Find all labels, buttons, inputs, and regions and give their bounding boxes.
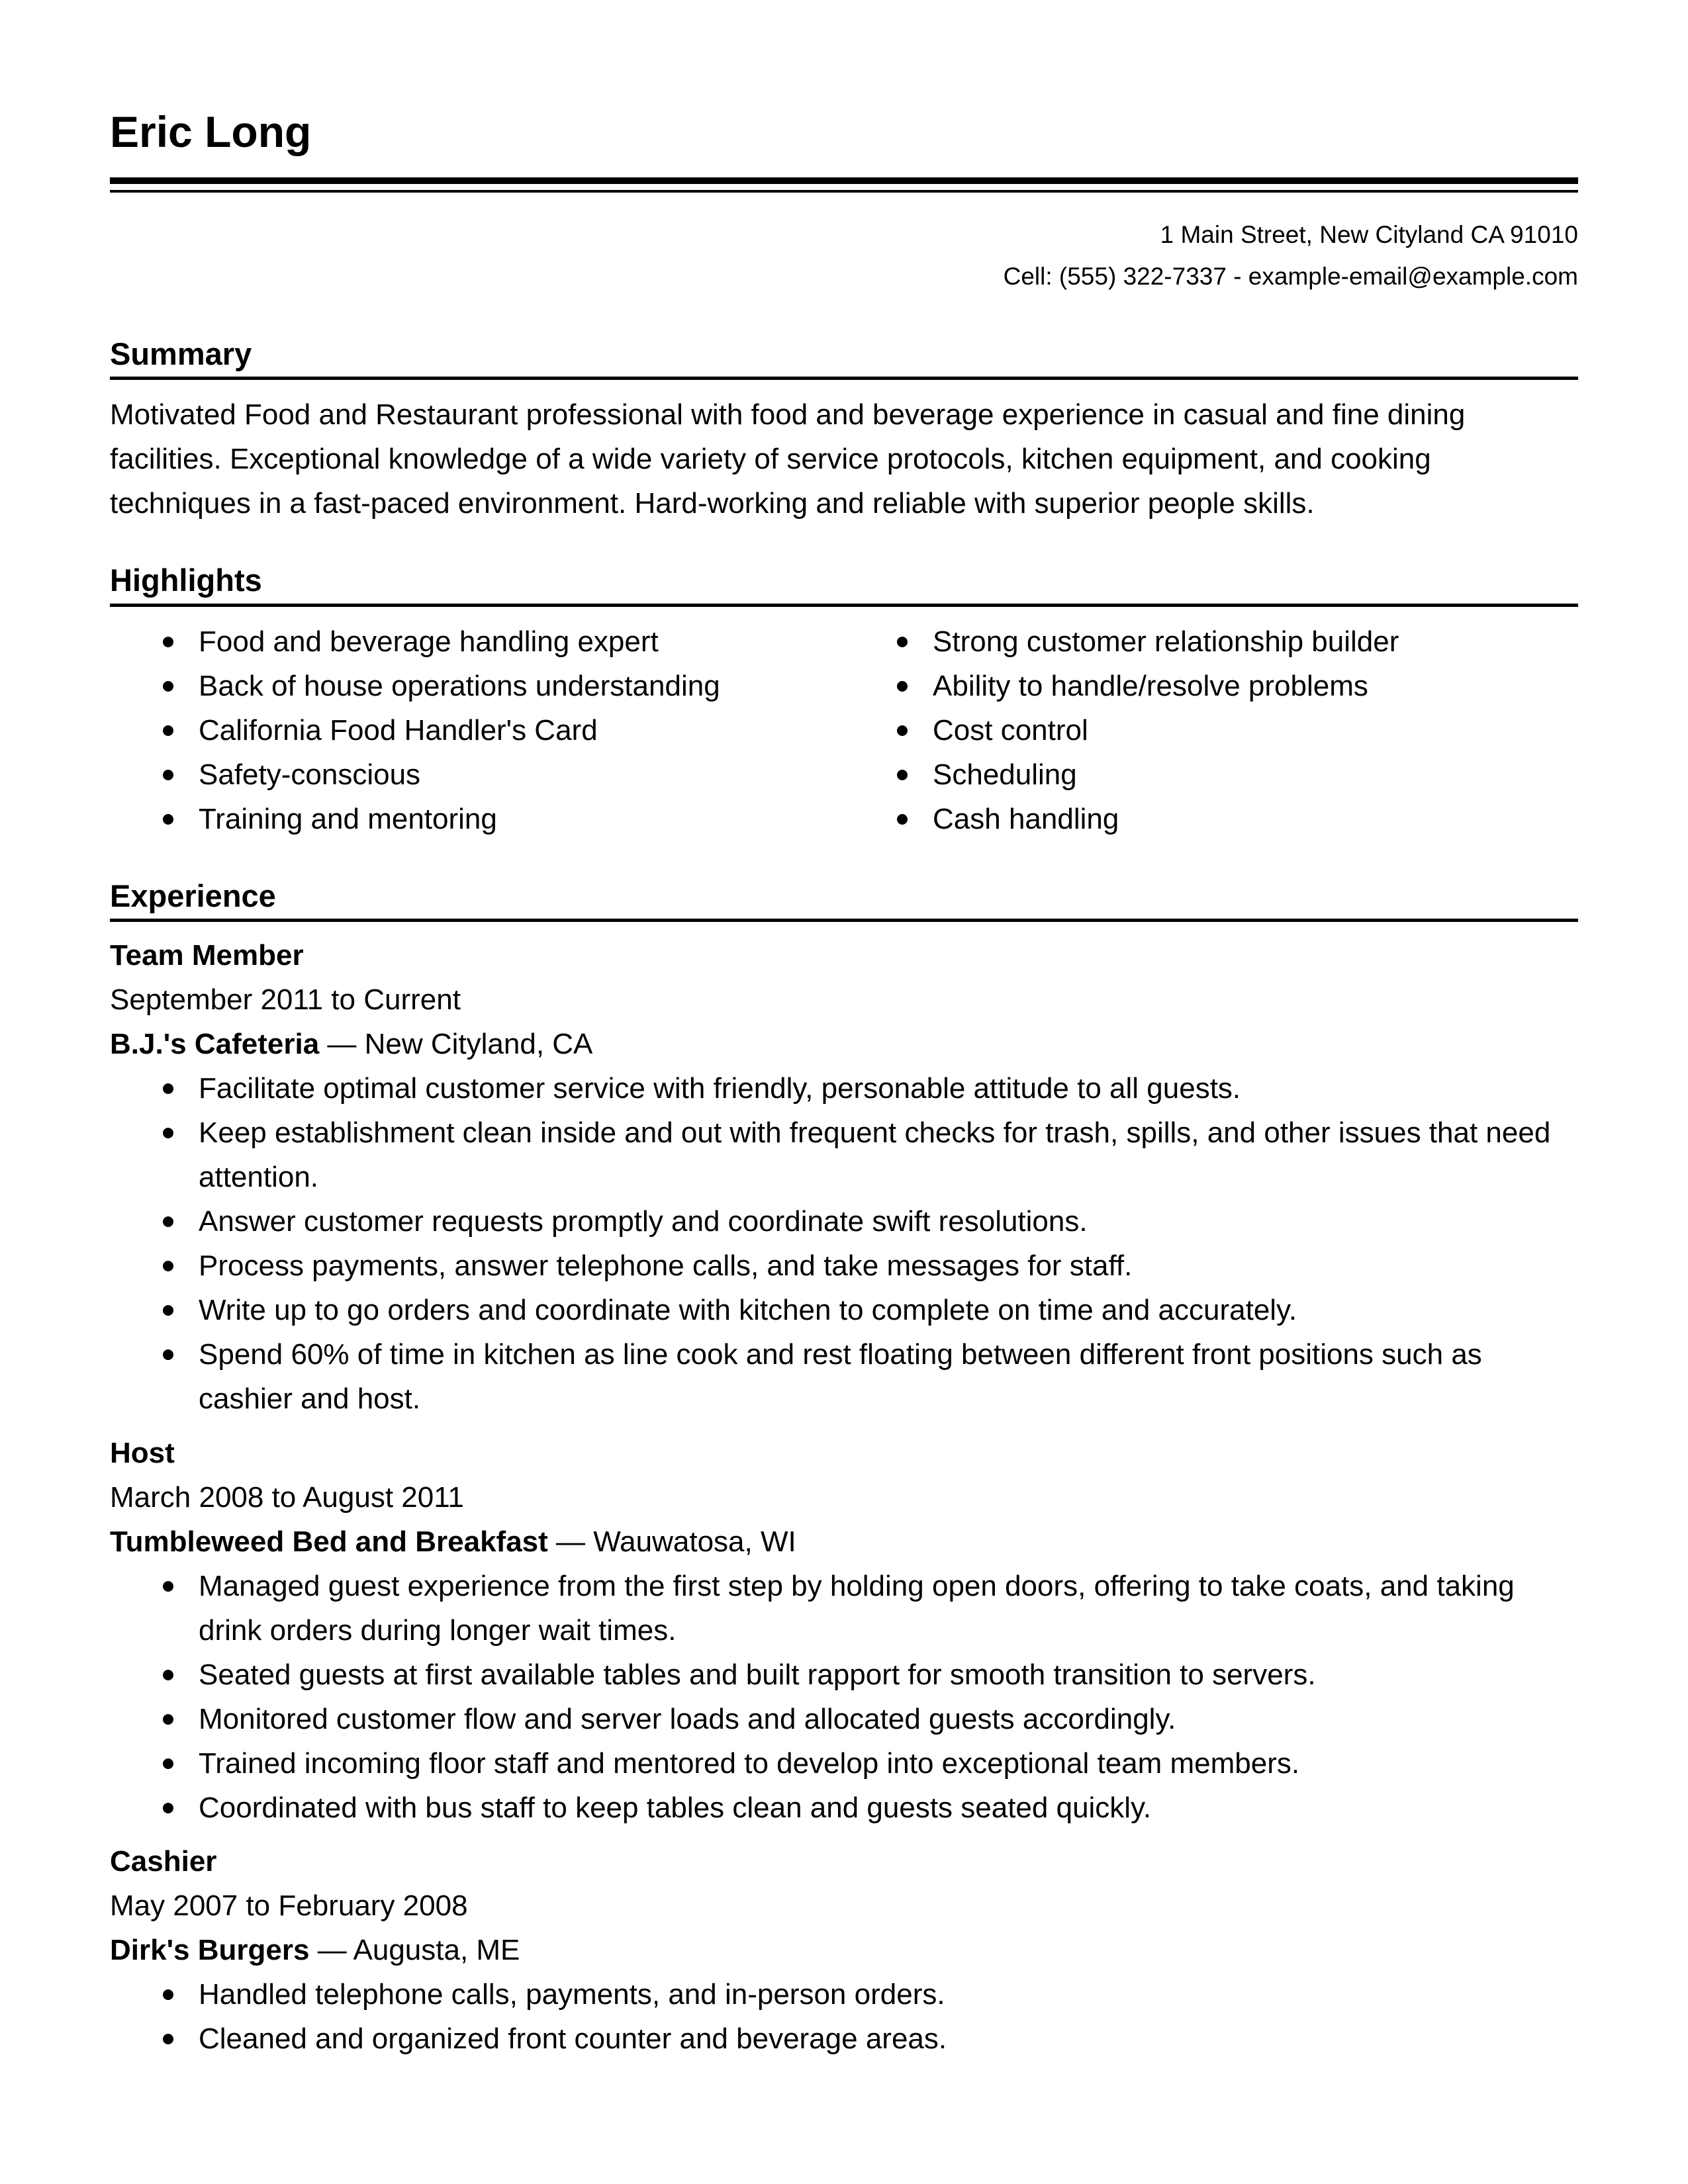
job-dates: May 2007 to February 2008 [110,1889,468,1922]
section-title-summary: Summary [110,336,252,371]
company-location: Augusta, ME [353,1934,520,1966]
job-bullets [110,1564,1578,1830]
section-rule-experience [110,919,1578,922]
contact-phone-email: Cell: (555) 322-7337 - example-email@example.com [1003,263,1578,290]
contact-address: 1 Main Street, New Cityland CA 91010 [1160,221,1578,248]
list-item: Monitored customer flow and server loads and allocated guests accordingly. [110,1697,1578,1741]
job-bullets [110,1972,1578,2061]
section-rule-summary [110,377,1578,380]
company-separator: — [319,1028,365,1060]
list-item: Trained incoming floor staff and mentored to develop into exceptional team members. [110,1741,1578,1786]
company-separator: — [309,1934,353,1966]
list-item: Food and beverage handling expert [110,619,838,664]
list-item: Answer customer requests promptly and coordinate swift resolutions. [110,1199,1578,1244]
job-title: Team Member [110,939,304,972]
job-company-line [110,1928,520,1972]
list-item: Spend 60% of time in kitchen as line cook and rest floating between different front positions such as cashier and host. [110,1332,1578,1421]
list-item: California Food Handler's Card [110,708,838,752]
job-company-line [110,1022,592,1066]
company-name: Dirk's Burgers [110,1934,310,1966]
candidate-name: Eric Long [110,107,312,156]
company-location: New Cityland, CA [364,1028,593,1060]
list-item: Facilitate optimal customer service with friendly, personable attitude to all guests. [110,1066,1578,1111]
section-title-experience: Experience [110,878,276,913]
list-item: Managed guest experience from the first step by holding open doors, offering to take coats, and taking drink orders during longer wait times. [110,1564,1578,1653]
company-separator: — [547,1525,594,1558]
list-item: Keep establishment clean inside and out with frequent checks for trash, spills, and other issues that need attention. [110,1111,1578,1199]
summary-text: Motivated Food and Restaurant professional with food and beverage experience in casual and fine dining facilities. Exceptional knowledge of a wide variety of service protocols, kitchen equipment, and cooking techniques in a fast-paced environment. Hard-working and reliable with superior people skills. [110,398,1466,520]
header-rule-top [110,177,1578,184]
list-item: Cost control [844,708,1572,752]
header-rule-bottom [110,190,1578,193]
job-dates: September 2011 to Current [110,983,461,1016]
list-item: Strong customer relationship builder [844,619,1572,664]
section-title-highlights: Highlights [110,563,262,598]
job-dates: March 2008 to August 2011 [110,1481,464,1514]
list-item: Coordinated with bus staff to keep tables clean and guests seated quickly. [110,1786,1578,1830]
list-item: Back of house operations understanding [110,664,838,708]
list-item: Seated guests at first available tables and built rapport for smooth transition to servers. [110,1653,1578,1697]
list-item: Process payments, answer telephone calls, and take messages for staff. [110,1244,1578,1288]
company-name: B.J.'s Cafeteria [110,1028,320,1060]
company-location: Wauwatosa, WI [593,1525,796,1558]
highlights-right-list [844,619,1572,841]
list-item: Safety-conscious [110,752,838,797]
list-item: Scheduling [844,752,1572,797]
job-title: Host [110,1437,175,1469]
list-item: Write up to go orders and coordinate with kitchen to complete on time and accurately. [110,1288,1578,1332]
job-bullets [110,1066,1578,1421]
section-rule-highlights [110,604,1578,607]
highlights-left-list [110,619,838,841]
company-name: Tumbleweed Bed and Breakfast [110,1525,548,1558]
list-item: Training and mentoring [110,797,838,841]
list-item: Cash handling [844,797,1572,841]
list-item: Ability to handle/resolve problems [844,664,1572,708]
job-company-line [110,1520,796,1564]
list-item: Cleaned and organized front counter and beverage areas. [110,2017,1578,2061]
job-title: Cashier [110,1845,217,1878]
list-item: Handled telephone calls, payments, and in-person orders. [110,1972,1578,2017]
